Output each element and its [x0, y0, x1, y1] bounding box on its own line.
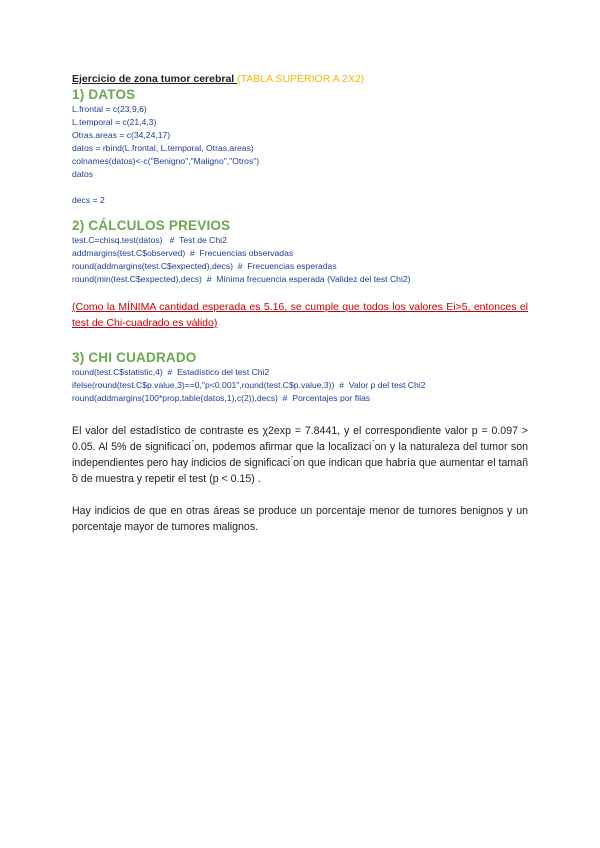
code-line: round(addmargins(test.C$expected),decs) # Frecuencias esperadas	[72, 261, 337, 271]
heading-chi: 3) CHI CUADRADO	[72, 350, 197, 365]
title-main: Ejercicio de zona tumor cerebral	[72, 73, 238, 85]
code-line: decs = 2	[72, 195, 105, 205]
code-line: colnames(datos)<-c("Benigno","Maligno","Otros")	[72, 156, 260, 166]
code-line: round(test.C$statistic,4) # Estadístico del test Chi2	[72, 367, 270, 377]
code-line: L.frontal = c(23,9,6)	[72, 104, 147, 114]
code-line: datos = rbind(L.frontal, L.temporal, Otras.areas)	[72, 143, 254, 153]
title-tag: (TABLA SUPERIOR A 2X2)	[237, 73, 365, 85]
heading-calculos: 2) CÁLCULOS PREVIOS	[72, 218, 231, 233]
document-title	[72, 72, 528, 86]
code-line: Otras.areas = c(34,24,17)	[72, 130, 171, 140]
code-line: round(min(test.C$expected),decs) # Mínima frecuencia esperada (Validez del test Chi2)	[72, 274, 411, 284]
code-line: round(addmargins(100*prop.table(datos,1),c(2)),decs) # Porcentajes por filas	[72, 393, 371, 403]
document-content	[72, 72, 528, 535]
conclusion-paragraph: El valor del estadístico de contraste es χ2exp = 7.8441, y el correspondiente valor p = 0.097 > 0.05. Al 5% de significaci ́on, podemos afirmar que la localizaci ́on y la naturaleza del tumor son independientes pero hay indicios de significaci ́on que indican que habría que aumentar el tamañ ̃o de muestra y repetir el test (p < 0.15) .	[72, 425, 528, 485]
code-line: test.C=chisq.test(datos) # Test de Chi2	[72, 235, 227, 245]
code-line: L.temporal = c(21,4,3)	[72, 117, 157, 127]
code-line: ifelse(round(test.C$p.value,3)==0,"p<0.001",round(test.C$p.value,3)) # Valor p del test Chi2	[72, 380, 426, 390]
heading-datos: 1) DATOS	[72, 87, 136, 102]
code-line: addmargins(test.C$observed) # Frecuencias observadas	[72, 248, 294, 258]
interpretation-paragraph: Hay indicios de que en otras áreas se produce un porcentaje menor de tumores benignos y un porcentaje mayor de tumores malignos.	[72, 505, 528, 533]
validity-note: (Como la MÍNIMA cantidad esperada es 5.16, se cumple que todos los valores Ei>5, entonces el test de Chi-cuadrado es válido)	[72, 301, 528, 329]
code-line: datos	[72, 169, 94, 179]
